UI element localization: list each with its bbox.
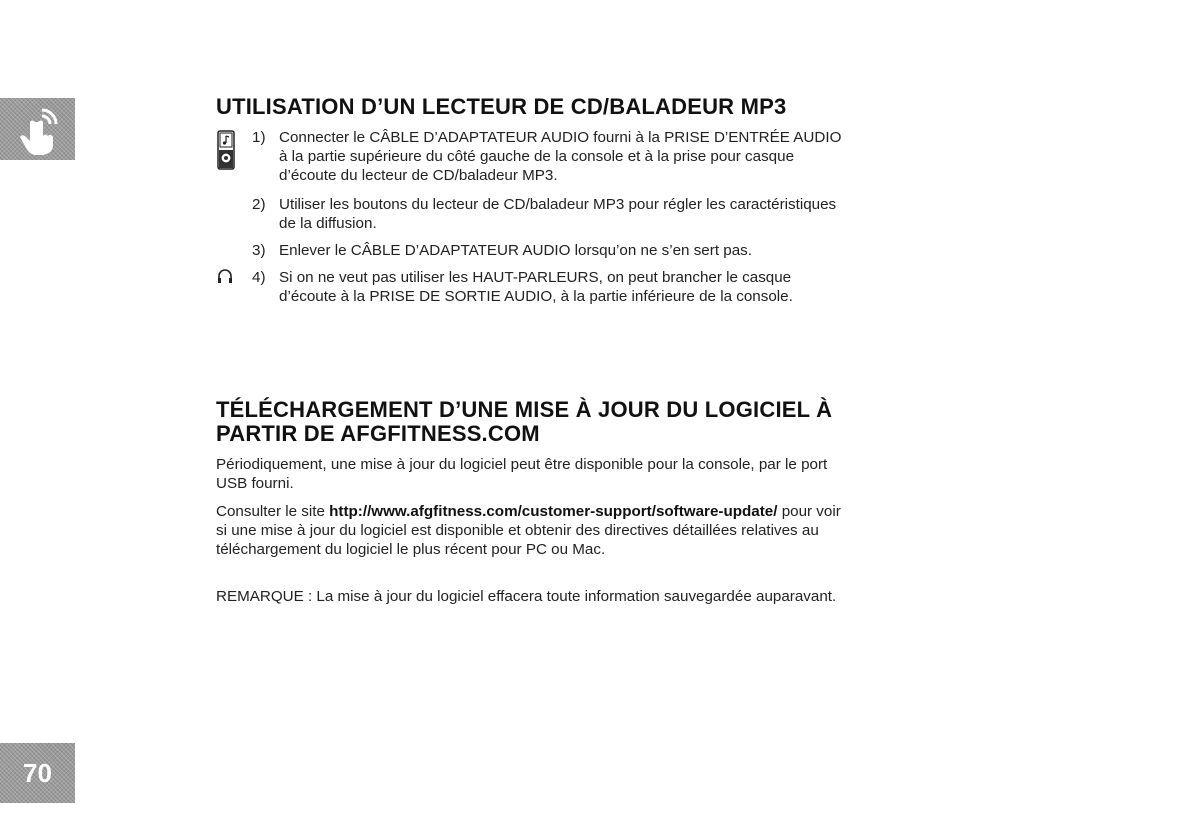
para-text-before: Consulter le site	[216, 503, 330, 520]
software-update-heading: TÉLÉCHARGEMENT D’UNE MISE À JOUR DU LOGICIEL À PARTIR DE AFGFITNESS.COM	[216, 397, 833, 446]
para-text-after: pour voir si une mise à jour du logiciel est disponible et obtenir des directives détaillées relatives au téléchargement du logiciel le plus récent pour PC ou Mac.	[216, 503, 841, 558]
update-instructions-paragraph	[216, 502, 841, 559]
step-text: Si on ne veut pas utiliser les HAUT-PARLEURS, on peut brancher le casque d’écoute à la PRISE DE SORTIE AUDIO, à la partie inférieure de la console.	[279, 269, 793, 305]
software-update-link[interactable]: http://www.afgfitness.com/customer-support/software-update/	[329, 503, 778, 520]
mp3-section-heading: UTILISATION D’UN LECTEUR DE CD/BALADEUR MP3	[216, 94, 787, 119]
step-number: 4)	[252, 269, 266, 286]
step-number: 2)	[252, 196, 266, 213]
section-tab	[0, 98, 75, 160]
update-note-paragraph: REMARQUE : La mise à jour du logiciel effacera toute information sauvegardée auparavant.	[216, 588, 837, 605]
update-intro-paragraph: Périodiquement, une mise à jour du logiciel peut être disponible pour la console, par le port USB fourni.	[216, 456, 828, 492]
touch-hand-icon	[12, 104, 64, 156]
step-text: Enlever le CÂBLE D’ADAPTATEUR AUDIO lorsqu’on ne s’en sert pas.	[279, 242, 752, 259]
step-text: Connecter le CÂBLE D’ADAPTATEUR AUDIO fourni à la PRISE D’ENTRÉE AUDIO à la partie supérieure du côté gauche de la console et à la prise pour casque d’écoute du lecteur de CD/baladeur MP3.	[279, 129, 842, 184]
step-1	[252, 128, 852, 185]
step-2	[252, 195, 852, 233]
step-3	[252, 241, 852, 260]
headphones-icon	[217, 268, 233, 284]
step-number: 1)	[252, 129, 266, 146]
page-number-tab	[0, 743, 75, 803]
mp3-player-icon	[217, 130, 235, 170]
step-4	[252, 268, 852, 306]
page-number: 70	[23, 757, 52, 788]
step-text: Utiliser les boutons du lecteur de CD/baladeur MP3 pour régler les caractéristiques de la diffusion.	[279, 196, 837, 232]
step-number: 3)	[252, 242, 266, 259]
